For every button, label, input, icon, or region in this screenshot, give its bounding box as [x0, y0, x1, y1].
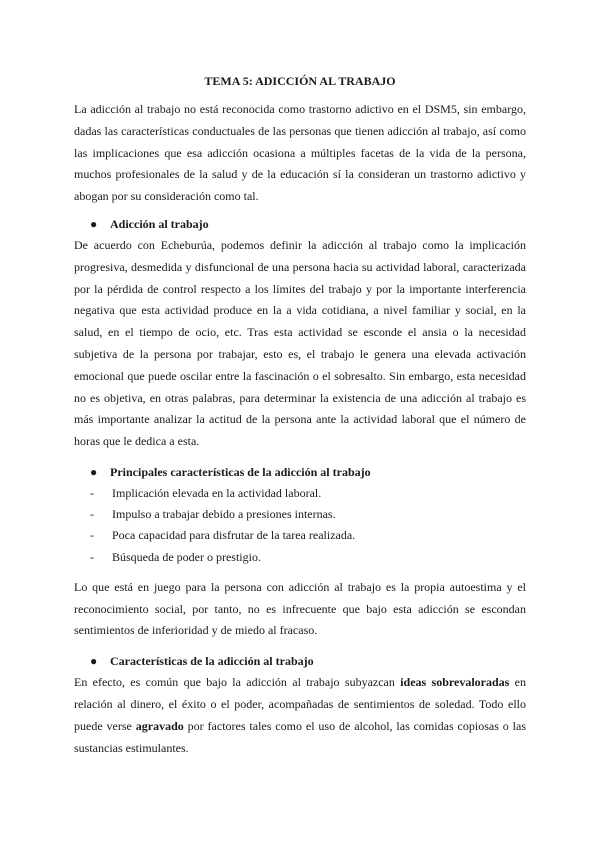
emphasis-ideas: ideas sobrevaloradas	[400, 675, 510, 690]
emphasis-agravado: agravado	[135, 718, 184, 733]
characteristics-list	[74, 483, 526, 568]
intro-paragraph: La adicción al trabajo no está reconocida como trastorno adictivo en el DSM5, sin embargo, dadas las características conductuales de las personas que tienen adicción al trabajo, así como las implicaciones que esa adicción ocasiona a múltiples facetas de la vida de la persona, muchos profesionales de la salud y de la educación sí la consideran un trastorno adictivo y abogan por su consideración como tal.	[74, 102, 526, 204]
list-item: - Poca capacidad para disfrutar de la tarea realizada.	[74, 525, 526, 546]
section-heading-principales	[74, 462, 526, 483]
dash-icon: -	[90, 528, 94, 543]
section-heading-label: Adicción al trabajo	[110, 216, 209, 231]
dash-icon: -	[90, 485, 94, 500]
document-body	[74, 74, 526, 759]
ideas-paragraph: En efecto, es común que bajo la adicción al trabajo subyazcan ideas sobrevaloradas en relación al dinero, el éxito o el poder, acompañadas de sentimientos de soledad. Todo ello puede verse agravado por factores tales como el uso de alcohol, las comidas copiosas o las sustancias estimulantes.	[74, 675, 526, 755]
section-heading-label: Características de la adicción al trabajo	[110, 654, 314, 669]
list-item: - Implicación elevada en la actividad laboral.	[74, 483, 526, 504]
dash-icon: -	[90, 507, 94, 522]
definition-paragraph: De acuerdo con Echeburúa, podemos definir la adicción al trabajo como la implicación progresiva, desmedida y disfuncional de una persona hacia su actividad laboral, caracterizada por la pérdida de control respecto a los límites del trabajo y por la importante interferencia negativa que esta actividad produce en la a vida cotidiana, a nivel familiar y social, en la salud, en el tiempo de ocio, etc. Tras esta actividad se esconde el ansia o la necesidad subjetiva de la persona por trabajar, esto es, el trabajo le genera una elevada activación emocional que puede oscilar entre la fascinación o el sobresalto. Sin embargo, esta necesidad no es objetiva, en otras palabras, para determinar la existencia de una adicción al trabajo es más importante analizar la actitud de la persona ante la actividad laboral que el número de horas que le dedica a esta.	[74, 237, 526, 449]
bullet-icon: ●	[90, 464, 98, 479]
document-title: TEMA 5: ADICCIÓN AL TRABAJO	[204, 74, 396, 88]
bullet-icon: ●	[90, 654, 98, 669]
list-item: - Impulso a trabajar debido a presiones internas.	[74, 504, 526, 525]
section-heading-adiccion	[74, 214, 526, 235]
bullet-icon: ●	[90, 216, 98, 231]
list-item: - Búsqueda de poder o prestigio.	[74, 547, 526, 568]
section-heading-label: Principales características de la adicción al trabajo	[110, 464, 371, 479]
autoestima-paragraph: Lo que está en juego para la persona con adicción al trabajo es la propia autoestima y el reconocimiento social, por tanto, no es infrecuente que bajo esta adicción se escondan sentimientos de inferioridad y de miedo al fracaso.	[74, 579, 526, 638]
dash-icon: -	[90, 549, 94, 564]
section-heading-caracteristicas	[74, 651, 526, 672]
